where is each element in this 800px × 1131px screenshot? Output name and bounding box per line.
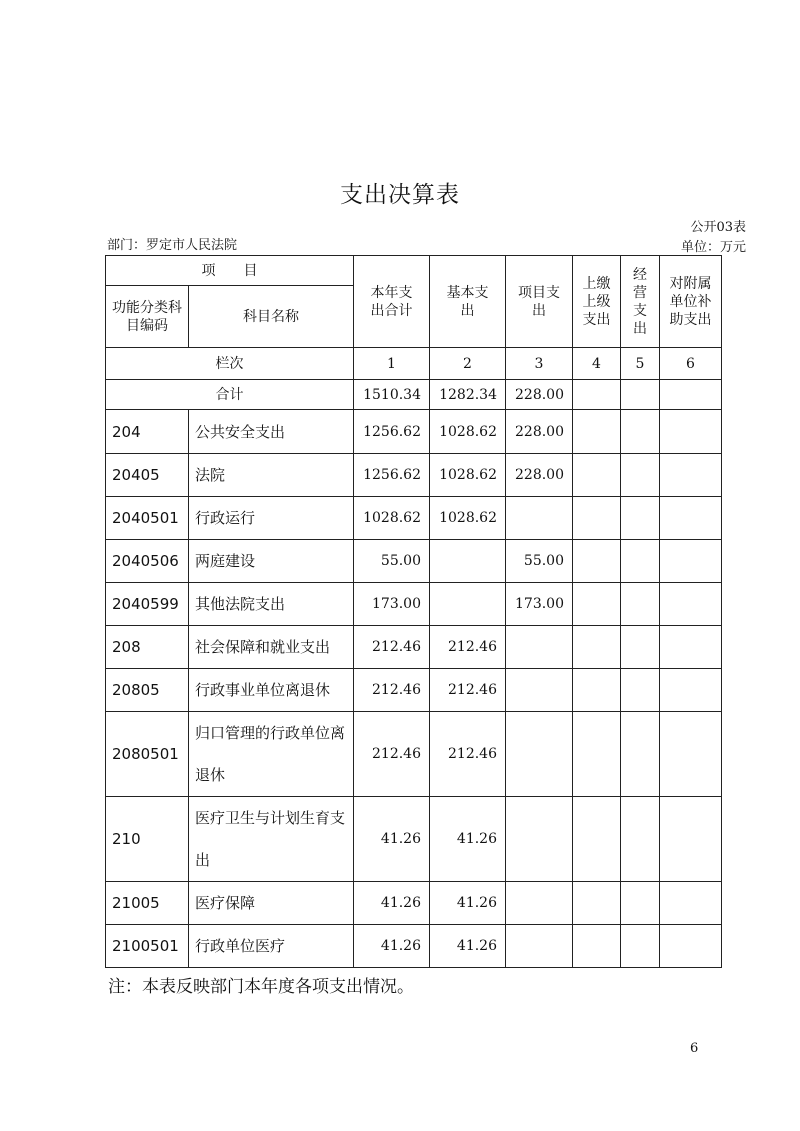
sum-basic: 1282.34 bbox=[430, 380, 506, 410]
row-total: 41.26 bbox=[354, 882, 430, 925]
row-superior bbox=[573, 497, 621, 540]
row-subsidiary bbox=[660, 497, 722, 540]
sum-superior bbox=[573, 380, 621, 410]
row-business bbox=[621, 583, 660, 626]
header-subsidiary: 对附属单位补助支出 bbox=[660, 256, 722, 348]
row-total: 55.00 bbox=[354, 540, 430, 583]
header-total: 本年支出合计 bbox=[354, 256, 430, 348]
row-superior bbox=[573, 669, 621, 712]
header-subject-name: 科目名称 bbox=[189, 286, 354, 348]
row-name: 两庭建设 bbox=[189, 540, 354, 583]
row-basic: 212.46 bbox=[430, 626, 506, 669]
row-code: 2100501 bbox=[106, 925, 189, 968]
row-project: 173.00 bbox=[506, 583, 573, 626]
row-code: 210 bbox=[106, 797, 189, 882]
header-superior: 上缴上级支出 bbox=[573, 256, 621, 348]
row-basic: 1028.62 bbox=[430, 497, 506, 540]
row-business bbox=[621, 669, 660, 712]
row-subsidiary bbox=[660, 712, 722, 797]
row-name: 行政运行 bbox=[189, 497, 354, 540]
col-index: 1 bbox=[354, 348, 430, 380]
form-code: 公开03表 bbox=[690, 220, 746, 235]
unit-label: 单位：万元 bbox=[680, 240, 746, 255]
row-total: 1256.62 bbox=[354, 454, 430, 497]
row-business bbox=[621, 540, 660, 583]
row-subsidiary bbox=[660, 454, 722, 497]
table-row bbox=[106, 410, 722, 454]
row-project bbox=[506, 669, 573, 712]
table-row bbox=[106, 925, 722, 968]
row-basic: 1028.62 bbox=[430, 454, 506, 497]
table-row bbox=[106, 882, 722, 925]
col-index: 2 bbox=[430, 348, 506, 380]
sum-subsidiary bbox=[660, 380, 722, 410]
row-subsidiary bbox=[660, 410, 722, 454]
table-row bbox=[106, 797, 722, 882]
row-business bbox=[621, 497, 660, 540]
row-basic: 41.26 bbox=[430, 797, 506, 882]
row-basic bbox=[430, 540, 506, 583]
row-total: 41.26 bbox=[354, 797, 430, 882]
row-project bbox=[506, 626, 573, 669]
row-project bbox=[506, 925, 573, 968]
row-superior bbox=[573, 882, 621, 925]
row-subsidiary bbox=[660, 540, 722, 583]
row-superior bbox=[573, 797, 621, 882]
row-code: 2080501 bbox=[106, 712, 189, 797]
row-superior bbox=[573, 712, 621, 797]
row-total: 1256.62 bbox=[354, 410, 430, 454]
row-subsidiary bbox=[660, 797, 722, 882]
row-basic: 212.46 bbox=[430, 669, 506, 712]
row-name: 法院 bbox=[189, 454, 354, 497]
row-code: 2040506 bbox=[106, 540, 189, 583]
row-name: 行政事业单位离退休 bbox=[189, 669, 354, 712]
row-total: 41.26 bbox=[354, 925, 430, 968]
row-superior bbox=[573, 925, 621, 968]
header-item: 项 目 bbox=[106, 256, 354, 286]
row-business bbox=[621, 626, 660, 669]
col-index: 6 bbox=[660, 348, 722, 380]
sum-business bbox=[621, 380, 660, 410]
row-business bbox=[621, 454, 660, 497]
row-subsidiary bbox=[660, 882, 722, 925]
table-row bbox=[106, 583, 722, 626]
row-subsidiary bbox=[660, 583, 722, 626]
row-name: 医疗保障 bbox=[189, 882, 354, 925]
row-project bbox=[506, 497, 573, 540]
col-index-label: 栏次 bbox=[106, 348, 354, 380]
col-index: 4 bbox=[573, 348, 621, 380]
row-subsidiary bbox=[660, 669, 722, 712]
row-code: 204 bbox=[106, 410, 189, 454]
row-code: 20805 bbox=[106, 669, 189, 712]
table-row bbox=[106, 540, 722, 583]
col-index: 3 bbox=[506, 348, 573, 380]
row-project: 228.00 bbox=[506, 454, 573, 497]
row-project bbox=[506, 712, 573, 797]
row-basic: 1028.62 bbox=[430, 410, 506, 454]
page-number: 6 bbox=[690, 1041, 699, 1056]
row-business bbox=[621, 712, 660, 797]
row-business bbox=[621, 797, 660, 882]
header-basic: 基本支出 bbox=[430, 256, 506, 348]
row-code: 2040501 bbox=[106, 497, 189, 540]
row-name: 其他法院支出 bbox=[189, 583, 354, 626]
table-row bbox=[106, 669, 722, 712]
row-total: 1028.62 bbox=[354, 497, 430, 540]
row-project bbox=[506, 797, 573, 882]
row-total: 212.46 bbox=[354, 712, 430, 797]
sum-label: 合计 bbox=[106, 380, 354, 410]
row-name: 公共安全支出 bbox=[189, 410, 354, 454]
col-index: 5 bbox=[621, 348, 660, 380]
row-code: 208 bbox=[106, 626, 189, 669]
row-subsidiary bbox=[660, 925, 722, 968]
row-business bbox=[621, 410, 660, 454]
sum-total: 1510.34 bbox=[354, 380, 430, 410]
row-project: 55.00 bbox=[506, 540, 573, 583]
expenditure-table bbox=[105, 255, 722, 968]
sum-row bbox=[106, 380, 722, 410]
table-row bbox=[106, 626, 722, 669]
header-project: 项目支出 bbox=[506, 256, 573, 348]
row-name: 社会保障和就业支出 bbox=[189, 626, 354, 669]
row-project bbox=[506, 882, 573, 925]
table-row bbox=[106, 497, 722, 540]
header-business: 经营支出 bbox=[621, 256, 660, 348]
row-basic bbox=[430, 583, 506, 626]
table-row bbox=[106, 712, 722, 797]
row-code: 21005 bbox=[106, 882, 189, 925]
row-superior bbox=[573, 410, 621, 454]
row-superior bbox=[573, 583, 621, 626]
column-index-row bbox=[106, 348, 722, 380]
document-title: 支出决算表 bbox=[340, 182, 460, 208]
row-business bbox=[621, 925, 660, 968]
row-superior bbox=[573, 626, 621, 669]
table-note: 注：本表反映部门本年度各项支出情况。 bbox=[108, 977, 414, 997]
row-total: 212.46 bbox=[354, 626, 430, 669]
row-code: 2040599 bbox=[106, 583, 189, 626]
row-business bbox=[621, 882, 660, 925]
row-name: 医疗卫生与计划生育支出 bbox=[189, 797, 354, 882]
row-total: 173.00 bbox=[354, 583, 430, 626]
row-total: 212.46 bbox=[354, 669, 430, 712]
sum-project: 228.00 bbox=[506, 380, 573, 410]
row-code: 20405 bbox=[106, 454, 189, 497]
row-superior bbox=[573, 454, 621, 497]
department-label: 部门：罗定市人民法院 bbox=[107, 238, 238, 253]
row-name: 归口管理的行政单位离退休 bbox=[189, 712, 354, 797]
header-func-code: 功能分类科目编码 bbox=[106, 286, 189, 348]
row-subsidiary bbox=[660, 626, 722, 669]
row-project: 228.00 bbox=[506, 410, 573, 454]
row-basic: 41.26 bbox=[430, 925, 506, 968]
table-row bbox=[106, 454, 722, 497]
row-basic: 212.46 bbox=[430, 712, 506, 797]
row-name: 行政单位医疗 bbox=[189, 925, 354, 968]
row-basic: 41.26 bbox=[430, 882, 506, 925]
row-superior bbox=[573, 540, 621, 583]
